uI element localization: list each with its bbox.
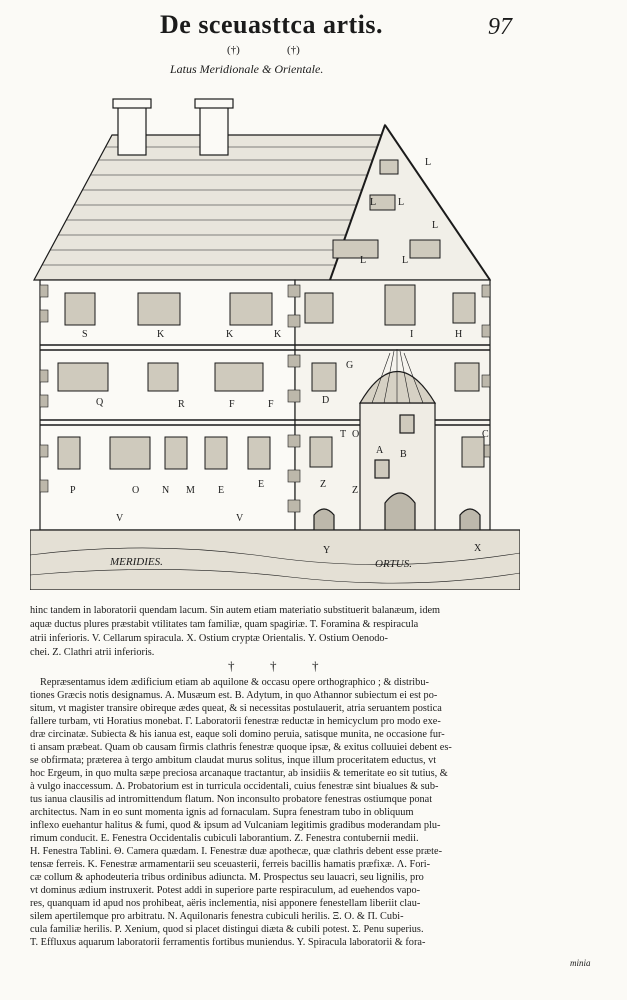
plate-letter: Z — [352, 485, 359, 496]
text-line: à vulgo inaccessum. Δ. Probatorium est in turricula occidentali, cuius fenestræ sint biualues & sub- — [30, 781, 439, 792]
text-line: H. Fenestra Tablini. Θ. Camera quædam. I. Fenestræ duæ apothecæ, quæ clathris debent esse præte- — [30, 846, 443, 857]
dagger-mark: † — [312, 658, 319, 673]
text-line: rimum conducit. E. Fenestra Occidentalis cubiculi laborantium. Z. Fenestra contubernii medii. — [30, 833, 419, 844]
text-line: chei. Z. Clathri atrii inferioris. — [30, 647, 155, 658]
gable-window — [410, 240, 440, 258]
text-line: ti ansam præbeat. Quam ob causam firmis clathris fenestræ quoque ipsæ, & exitus colluuiei debent es- — [30, 742, 452, 753]
plate-letter: X — [474, 543, 482, 554]
chimney — [118, 107, 146, 155]
text-line: Repræsentamus idem ædificium etiam ab aquilone & occasu opere orthographico ; & distribu- — [40, 677, 429, 688]
window — [462, 437, 484, 467]
dagger-mark: † — [270, 658, 277, 673]
text-line: inflexo euehantur halitus & fumi, quod & ipsum ad Vulcaniam legitimis gradibus moderandam plu- — [30, 820, 441, 831]
text-line: fallere turbam, vti Horatius monebat. Γ. Laboratorii fenestræ reductæ in hemicyclum pro modo exe- — [30, 716, 441, 727]
text-line: vt dominus ædium instruxerit. Potest addi in superiore parte respiraculum, ad euehendos vapo- — [30, 885, 421, 896]
plate-letter: T — [340, 429, 347, 440]
plate-letter: F — [229, 399, 235, 410]
text-line: situm, vt magister transire obireque ædes queat, & si necessitas postulauerit, atria seruantem postica — [30, 703, 442, 714]
plate-letter: E — [258, 479, 265, 490]
catchword: minia — [570, 958, 591, 968]
plate-letter: L — [402, 255, 409, 266]
plate-letter: A — [376, 445, 384, 456]
plate-letter: R — [178, 399, 185, 410]
plate-letter: C — [482, 429, 489, 440]
window — [138, 293, 180, 325]
plate-letter: Q — [96, 397, 104, 408]
gable-window — [333, 240, 378, 258]
plate-letter: H — [455, 329, 463, 340]
text-line: res, quanquam id apud nos prohibeat, aëris inclementia, nisi apponere fenestellam liberiit clau- — [30, 898, 421, 909]
dagger-mark: † — [228, 658, 235, 673]
window — [165, 437, 187, 469]
plate-letter: O — [352, 429, 360, 440]
plate-letter: K — [226, 329, 234, 340]
plate-letter: K — [157, 329, 165, 340]
text-line: cula familiæ herilis. P. Xenium, quod si placet distingui diæta & cubili potest. Σ. Penu superius. — [30, 924, 424, 935]
plate-letter: S — [82, 329, 88, 340]
plate-letter: V — [116, 513, 124, 524]
text-line: architectus. Nam in eo sunt momenta ignis ad fornaculam. Supra fenestram tubo in obliquum — [30, 807, 414, 818]
plate-letter: D — [322, 395, 330, 406]
text-line: se obfirmata; præterea à tergo ambitum claudat murus solitus, inque illum proceritatem eductus, vt — [30, 755, 437, 766]
text-line: aquæ ductus plures præstabit vtilitates tam familiæ, quam spagiriæ. T. Foramina & respiracula — [30, 619, 419, 630]
text-line: tensæ ferreis. K. Fenestræ armamentarii seu sceuasterii, ferreis bacillis hamatis præfixæ. Λ. Fori- — [30, 859, 431, 870]
meridies-label: MERIDIES. — [110, 556, 163, 568]
window — [110, 437, 150, 469]
text-line: tus ianua clausilis ad intromittendum flatum. Non inconsulto probatore fenestras ostiumque ponat — [30, 794, 433, 805]
window — [205, 437, 227, 469]
plate-letter: L — [398, 197, 405, 208]
window — [215, 363, 263, 391]
text-line: atrii inferioris. V. Cellarum spiracula. X. Ostium cryptæ Orientalis. Y. Ostium Oenodo- — [30, 633, 388, 644]
text-line: hoc Ergeum, in quo multa sæpe preciosa arcanaque tractantur, ab insidiis & temeritate eo sit tutius, & — [30, 768, 448, 779]
text-line: silem apertilemque pro arbitratu. N. Aquilonaris fenestra cubiculi herilis. Ξ. O. & Π. Cubi- — [30, 911, 404, 922]
window — [455, 363, 479, 391]
window — [310, 437, 332, 467]
running-title: De sceuasttca artis. — [160, 10, 383, 39]
plate-caption: Latus Meridionale & Orientale. — [170, 62, 324, 76]
text-line: T. Effluxus aquarum laboratorii ferramentis fortibus muniendus. Y. Spiracula laboratorii & fora- — [30, 937, 426, 948]
woodcut-plate — [30, 85, 520, 590]
plate-letter: V — [236, 513, 244, 524]
dagger-mark: (†) — [227, 44, 240, 56]
window — [148, 363, 178, 391]
plate-letter: Y — [323, 545, 331, 556]
ortus-label: ORTUS. — [375, 558, 412, 570]
text-line: dræ circinatæ. Subiecta & his ianua est, eaque soli domino peruia, satisque munita, ne occasione fur- — [30, 729, 445, 740]
dagger-mark: (†) — [287, 44, 300, 56]
window — [65, 293, 95, 325]
plate-letter: Z — [320, 479, 327, 490]
window — [248, 437, 270, 469]
ground — [30, 530, 520, 590]
text-line: hinc tandem in laboratorii quendam lacum. Sin autem etiam materiatio substituerit balanæum, idem — [30, 605, 441, 616]
window — [230, 293, 272, 325]
page-number: 97 — [488, 14, 512, 40]
plate-letter: K — [274, 329, 282, 340]
plate-letter: N — [162, 485, 170, 496]
window — [58, 437, 80, 469]
plate-letter: B — [400, 449, 407, 460]
plate-letter: L — [425, 157, 432, 168]
window — [58, 363, 108, 391]
chimney — [200, 107, 228, 155]
plate-letter: F — [268, 399, 274, 410]
text-line: cæ collum & aphodeuteria tribus ordinibus adiuncta. M. Prospectus seu lauacri, seu lignilis, pro — [30, 872, 424, 883]
plate-letter: P — [70, 485, 76, 496]
gable-window — [380, 160, 398, 174]
window — [305, 293, 333, 323]
window — [385, 285, 415, 325]
plate-letter: L — [360, 255, 367, 266]
text-line: tiones Græcis notis designamus. A. Musæum est. B. Adytum, in quo Athannor subiectum ei est po- — [30, 690, 438, 701]
plate-letter: O — [132, 485, 140, 496]
plate-letter: M — [186, 485, 195, 496]
left-roof — [34, 135, 384, 280]
plate-letter: L — [370, 197, 377, 208]
window — [453, 293, 475, 323]
plate-letter: E — [218, 485, 225, 496]
window — [312, 363, 336, 391]
plate-letter: I — [410, 329, 414, 340]
plate-letter: G — [346, 360, 354, 371]
plate-letter: L — [432, 220, 439, 231]
